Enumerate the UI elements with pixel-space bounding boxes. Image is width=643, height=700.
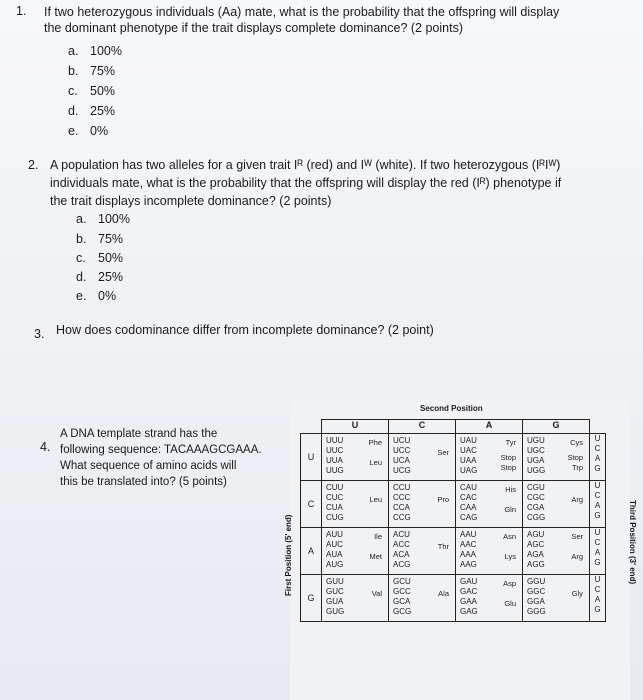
codon: CCA bbox=[393, 503, 410, 512]
q1-option-c: c. 50% bbox=[68, 84, 116, 98]
codon: UGC bbox=[527, 446, 545, 455]
codon: UUG bbox=[326, 466, 344, 475]
codon: GUG bbox=[326, 607, 345, 616]
amino-acid: Cys bbox=[570, 438, 583, 447]
third-base: G bbox=[594, 558, 601, 567]
codon-table bbox=[300, 419, 606, 622]
third-base: U bbox=[594, 528, 601, 537]
codon: AGG bbox=[527, 560, 545, 569]
codon: GCA bbox=[393, 597, 411, 606]
first-base-label: A bbox=[301, 528, 322, 575]
third-base: U bbox=[594, 481, 601, 490]
amino-acid: Phe bbox=[368, 438, 382, 447]
third-position-label: Third Position (3' end) bbox=[628, 500, 637, 585]
codon: GAA bbox=[460, 597, 477, 606]
q2-line2: individuals mate, what is the probability that the offspring will display the red (Iᴿ) phenotype if bbox=[50, 176, 562, 190]
col-header-u: U bbox=[322, 420, 389, 434]
q1-line1: If two heterozygous individuals (Aa) mate, what is the probability that the offspring will display bbox=[44, 5, 560, 19]
codon: GCG bbox=[393, 607, 412, 616]
amino-acid: Asn bbox=[503, 532, 516, 541]
q1-option-d: d. 25% bbox=[68, 104, 116, 118]
third-base: C bbox=[594, 585, 601, 594]
codon: CCG bbox=[393, 513, 411, 522]
codon: GGU bbox=[527, 577, 546, 586]
codon: AAG bbox=[460, 560, 477, 569]
q3-text: How does codominance differ from incomplete dominance? (2 point) bbox=[56, 323, 434, 337]
codon-cell bbox=[456, 434, 522, 480]
third-base: C bbox=[594, 538, 601, 547]
amino-acid: Stop bbox=[500, 453, 516, 462]
codon: UAG bbox=[460, 466, 478, 475]
amino-acid: Leu bbox=[369, 495, 382, 504]
q2-option-a: a. 100% bbox=[76, 212, 130, 226]
codon: GCC bbox=[393, 587, 411, 596]
q3-number: 3. bbox=[34, 327, 45, 341]
codon-table-header-row bbox=[301, 420, 606, 434]
codon-cell bbox=[389, 434, 455, 480]
amino-acid: Gln bbox=[504, 505, 516, 514]
codon-cell bbox=[523, 528, 589, 574]
third-base: U bbox=[594, 575, 601, 584]
amino-acid: Thr bbox=[437, 542, 449, 551]
q4-line4: this be translated into? (5 points) bbox=[60, 476, 227, 488]
third-base: G bbox=[594, 511, 601, 520]
codon-cell bbox=[523, 481, 589, 527]
codon: GCU bbox=[393, 577, 411, 586]
third-base: A bbox=[594, 501, 601, 510]
amino-acid: Glu bbox=[504, 599, 516, 608]
codon-cell bbox=[322, 575, 388, 621]
q2-option-b: b. 75% bbox=[76, 232, 124, 246]
third-base: A bbox=[594, 595, 601, 604]
third-base: C bbox=[594, 491, 601, 500]
codon: AGU bbox=[527, 530, 545, 539]
q1-text bbox=[44, 4, 634, 36]
amino-acid: Ser bbox=[437, 448, 449, 457]
q1-option-a: a. 100% bbox=[68, 44, 122, 58]
codon: GUC bbox=[326, 587, 344, 596]
third-base-column bbox=[590, 528, 606, 575]
third-base: G bbox=[594, 464, 601, 473]
codon-cell bbox=[523, 575, 589, 621]
amino-acid: Asp bbox=[503, 579, 516, 588]
q4-line1: A DNA template strand has the bbox=[60, 428, 218, 440]
codon: GAC bbox=[460, 587, 478, 596]
q2-number: 2. bbox=[28, 158, 39, 172]
codon: AAC bbox=[460, 540, 477, 549]
first-base-label: G bbox=[301, 575, 322, 622]
codon-table-row bbox=[301, 575, 606, 622]
codon: ACG bbox=[393, 560, 411, 569]
codon: UCC bbox=[393, 446, 411, 455]
q2-option-c: c. 50% bbox=[76, 251, 124, 265]
col-header-c: C bbox=[389, 420, 456, 434]
codon: GGA bbox=[527, 597, 545, 606]
amino-acid: Trp bbox=[572, 463, 583, 472]
codon: AGA bbox=[527, 550, 544, 559]
amino-acid: Lys bbox=[504, 552, 516, 561]
codon: ACA bbox=[393, 550, 410, 559]
codon: CCC bbox=[393, 493, 411, 502]
codon: CGG bbox=[527, 513, 546, 522]
amino-acid: Arg bbox=[571, 552, 583, 561]
amino-acid: Ser bbox=[571, 532, 583, 541]
amino-acid: Ala bbox=[438, 589, 449, 598]
q4-line3: What sequence of amino acids will bbox=[60, 460, 237, 472]
amino-acid: Ile bbox=[374, 532, 382, 541]
codon: ACU bbox=[393, 530, 410, 539]
amino-acid: Pro bbox=[437, 495, 449, 504]
codon: AUC bbox=[326, 540, 343, 549]
q4-line2: following sequence: TACAAAGCGAAA. bbox=[60, 444, 262, 456]
amino-acid: Leu bbox=[369, 458, 382, 467]
codon-table-row bbox=[301, 481, 606, 528]
codon: UGU bbox=[527, 436, 545, 445]
codon: CUC bbox=[326, 493, 344, 502]
codon-cell bbox=[389, 528, 455, 574]
codon: CAU bbox=[460, 483, 477, 492]
q1-option-b: b. 75% bbox=[68, 64, 116, 78]
first-base-label: C bbox=[301, 481, 322, 528]
codon-cell bbox=[456, 528, 522, 574]
codon: UUA bbox=[326, 456, 343, 465]
amino-acid: Val bbox=[371, 589, 382, 598]
codon-table-row bbox=[301, 528, 606, 575]
amino-acid: Tyr bbox=[505, 438, 516, 447]
first-position-label: First Position (5' end) bbox=[284, 514, 293, 596]
q4-text bbox=[60, 426, 262, 490]
q1-option-e: e. 0% bbox=[68, 124, 109, 138]
codon-cell bbox=[389, 575, 455, 621]
codon: UCA bbox=[393, 456, 410, 465]
q1-line2: the dominant phenotype if the trait displays complete dominance? (2 points) bbox=[44, 21, 463, 35]
third-base-column bbox=[590, 575, 606, 622]
third-base-column bbox=[590, 481, 606, 528]
amino-acid: Met bbox=[369, 552, 382, 561]
codon: AAU bbox=[460, 530, 477, 539]
codon: UCU bbox=[393, 436, 411, 445]
codon: UAU bbox=[460, 436, 477, 445]
codon-cell bbox=[322, 434, 388, 480]
codon: UUC bbox=[326, 446, 344, 455]
codon-cell bbox=[389, 481, 455, 527]
codon: ACC bbox=[393, 540, 410, 549]
codon: CGU bbox=[527, 483, 545, 492]
third-base-column bbox=[590, 434, 606, 481]
first-base-label: U bbox=[301, 434, 322, 481]
codon: AUG bbox=[326, 560, 344, 569]
codon: CAG bbox=[460, 513, 478, 522]
codon: GGG bbox=[527, 607, 546, 616]
q1-number: 1. bbox=[16, 4, 27, 18]
third-base: C bbox=[594, 444, 601, 453]
codon: GAG bbox=[460, 607, 478, 616]
codon: CCU bbox=[393, 483, 411, 492]
codon: AAA bbox=[460, 550, 477, 559]
codon: CAA bbox=[460, 503, 477, 512]
amino-acid: Stop bbox=[567, 453, 583, 462]
codon: UUU bbox=[326, 436, 344, 445]
q4-number: 4. bbox=[40, 440, 51, 454]
amino-acid: Gly bbox=[571, 589, 583, 598]
codon: AUA bbox=[326, 550, 343, 559]
codon: CGA bbox=[527, 503, 545, 512]
amino-acid: Stop bbox=[500, 463, 516, 472]
third-base: G bbox=[594, 605, 601, 614]
q2-option-d: d. 25% bbox=[76, 270, 124, 284]
codon: CUA bbox=[326, 503, 343, 512]
amino-acid: Arg bbox=[571, 495, 583, 504]
codon-cell bbox=[322, 528, 388, 574]
second-position-label: Second Position bbox=[420, 404, 483, 413]
codon: AGC bbox=[527, 540, 545, 549]
col-header-a: A bbox=[456, 420, 523, 434]
codon-cell bbox=[456, 575, 522, 621]
codon: AUU bbox=[326, 530, 343, 539]
codon: CUU bbox=[326, 483, 344, 492]
codon: UAA bbox=[460, 456, 477, 465]
codon-cell bbox=[523, 434, 589, 480]
q2-text bbox=[50, 156, 635, 210]
codon-cell bbox=[322, 481, 388, 527]
codon: UAC bbox=[460, 446, 477, 455]
col-header-g: G bbox=[523, 420, 590, 434]
codon: CAC bbox=[460, 493, 477, 502]
codon: GUU bbox=[326, 577, 344, 586]
codon-cell bbox=[456, 481, 522, 527]
codon: GGC bbox=[527, 587, 546, 596]
third-base: U bbox=[594, 434, 601, 443]
codon-table-row bbox=[301, 434, 606, 481]
codon: UGA bbox=[527, 456, 545, 465]
codon: GUA bbox=[326, 597, 344, 606]
codon: UGG bbox=[527, 466, 546, 475]
q2-line1: A population has two alleles for a given trait Iᴿ (red) and Iᵂ (white). If two heterozygous (IᴿIᵂ) bbox=[50, 158, 561, 172]
codon: CUG bbox=[326, 513, 344, 522]
third-base: A bbox=[594, 548, 601, 557]
codon: UCG bbox=[393, 466, 411, 475]
q2-line3: the trait displays incomplete dominance? (2 points) bbox=[50, 194, 332, 208]
codon: CGC bbox=[527, 493, 545, 502]
q2-option-e: e. 0% bbox=[76, 289, 117, 303]
amino-acid: His bbox=[505, 485, 516, 494]
third-base: A bbox=[594, 454, 601, 463]
codon: GAU bbox=[460, 577, 478, 586]
